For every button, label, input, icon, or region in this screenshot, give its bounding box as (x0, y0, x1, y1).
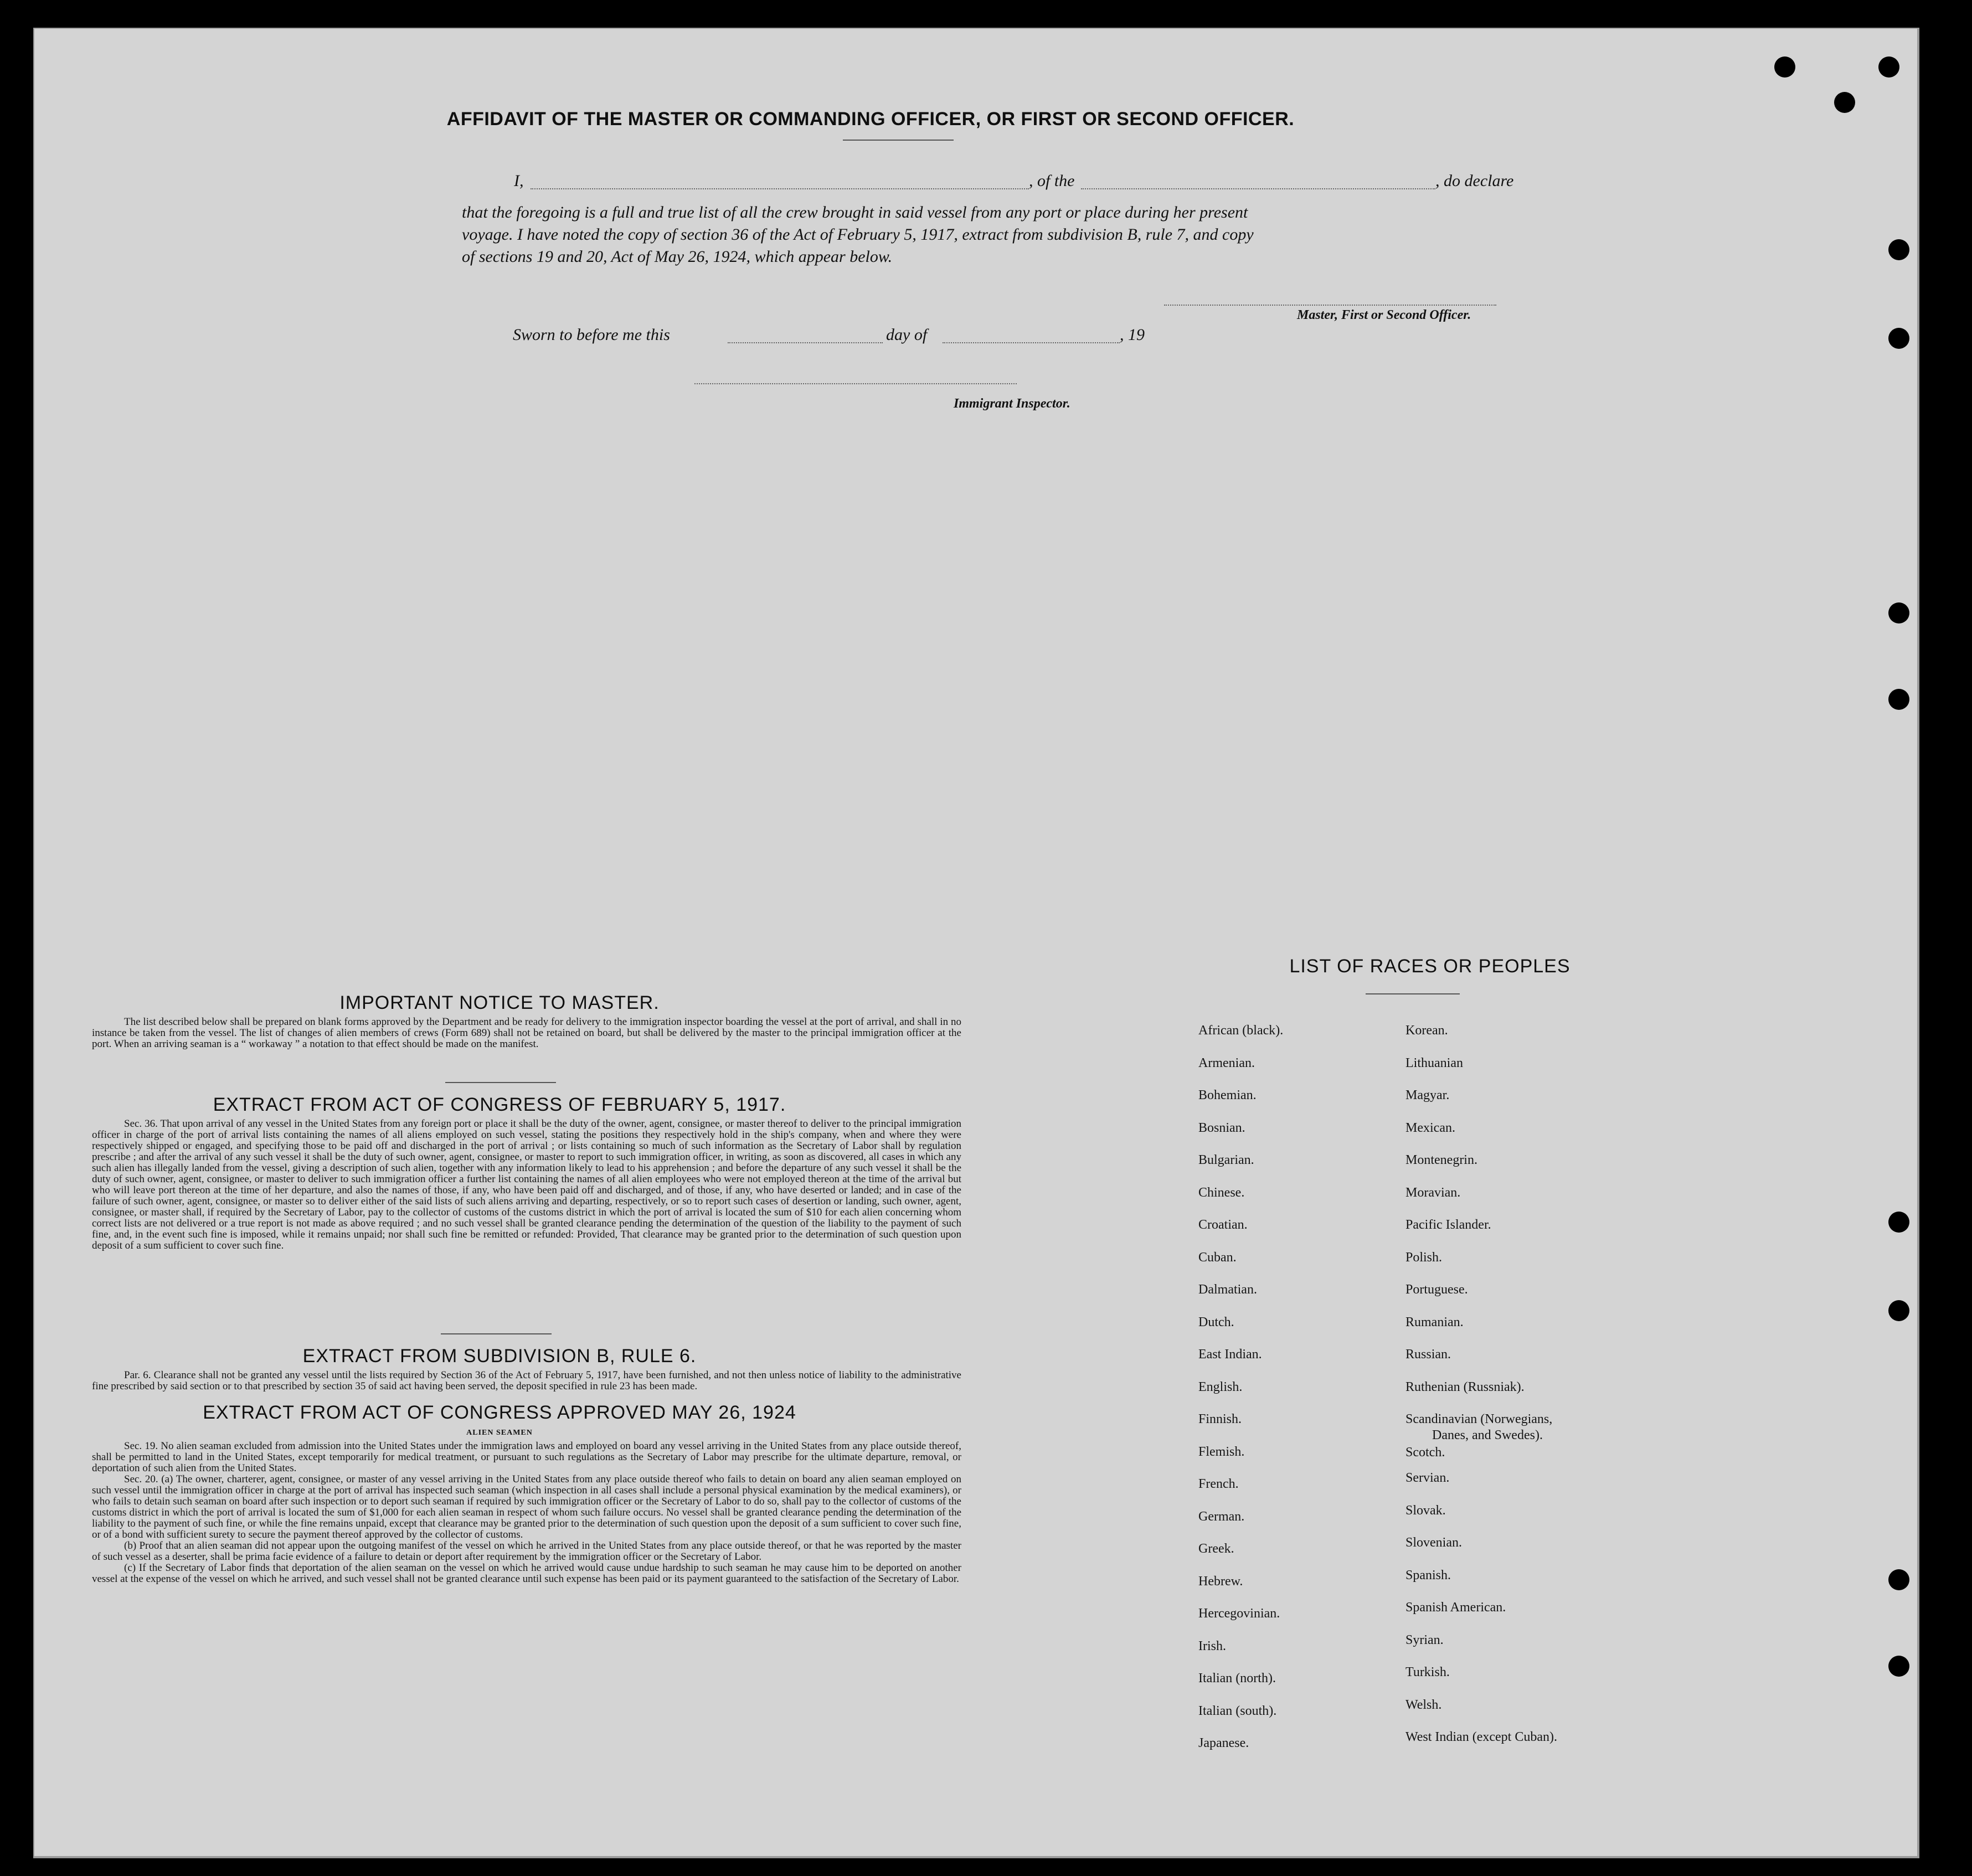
extract-1917-text (92, 1119, 961, 1251)
race-item: Bohemian. (1198, 1088, 1257, 1102)
race-item: English. (1198, 1379, 1243, 1394)
race-item: Armenian. (1198, 1055, 1255, 1070)
master-signature-field[interactable] (1164, 305, 1496, 306)
race-item: Greek. (1198, 1542, 1234, 1556)
race-item: Polish. (1405, 1250, 1443, 1265)
notice-title: IMPORTANT NOTICE TO MASTER. (339, 992, 660, 1013)
race-item: Dalmatian. (1198, 1282, 1257, 1297)
race-item: Bulgarian. (1198, 1153, 1254, 1167)
extract-1924-subtitle: ALIEN SEAMEN (466, 1429, 533, 1437)
inspector-signature-field[interactable] (694, 383, 1017, 384)
punch-hole (1774, 56, 1795, 78)
race-item: Scotch. (1405, 1445, 1445, 1460)
extract-1924-paragraph: Sec. 19. No alien seaman excluded from admission into the United States under the immigration laws and employed on board any vessel arriving in the United States from any place outside thereof, shall be permitted to land in the United States, except temporarily for medical treatment, or pursuant to such regulations as the Secretary of Labor may prescribe for the ultimate departure, removal, or deportation of such alien from the United States. (92, 1440, 961, 1474)
master-signature-label: Master, First or Second Officer. (1297, 308, 1471, 322)
races-divider (1366, 993, 1460, 994)
race-item: Chinese. (1198, 1185, 1245, 1200)
vessel-name-field[interactable] (1081, 188, 1435, 189)
punch-hole (1834, 92, 1855, 113)
punch-hole (1888, 1300, 1909, 1321)
race-item: Scandinavian (Norwegians, (1405, 1412, 1553, 1426)
extract-1917-paragraph: Sec. 36. That upon arrival of any vessel in the United States from any foreign port or place it shall be the duty of the owner, agent, consignee, or master thereof to deliver to the principal immigration officer in charge of the port of arrival lists containing the names of all aliens employed on such vessel, stating the positions they respectively hold in the ship's company, when and where they were respectively shipped or engaged, and specifying those to be paid off and discharged in the port of arrival ; or lists containing so much of such information as the Secretary of Labor shall by regulation prescribe ; and after the arrival of any such vessel it shall be the duty of such owner, agent, consignee, or master to report to such immigration officer, in writing, as soon as discovered, all cases in which any such alien has illegally landed from the vessel, giving a description of such alien, together with any information likely to lead to his apprehension ; and before the departure of any such vessel it shall be the duty of such owner, agent, consignee, or master to deliver to such immigration officer a further list containing the names of all alien employees who were not employed thereon at the time of the arrival but who will leave port thereon at the time of her departure, and also the names of those, if any, who have been paid off and discharged, and of those, if any, who have deserted or landed; and in case of the failure of such owner, agent, consignee, or master so to deliver either of the said lists of such aliens arriving and departing, respectively, or so to report such cases of desertion or landing, such owner, agent, consignee, or master shall, if required by the Secretary of Labor, pay to the collector of customs of the customs district in which the port of arrival is located the sum of $10 for each alien concerning whom correct lists are not delivered or a true report is not made as above required ; and no such vessel shall be granted clearance pending the determination of the question of the liability to the payment of such fine, and, in the event such fine is imposed, while it remains unpaid; nor shall such fine be remitted or refunded: Provided, That clearance may be granted prior to the determination of such question upon deposit of a sum sufficient to cover such fine. (92, 1118, 961, 1251)
race-item: Mexican. (1405, 1120, 1455, 1135)
sworn-day-field[interactable] (728, 342, 883, 343)
race-item: Lithuanian (1405, 1055, 1463, 1070)
race-item: French. (1198, 1477, 1239, 1491)
races-right-column (1405, 1014, 1557, 1754)
notice-paragraph: The list described below shall be prepared on blank forms approved by the Department and be ready for delivery to the immigration inspector boarding the vessel at the port of arrival, and shall in no instance be taken from the vessel. The list of changes of alien members of crews (Form 689) shall not be retained on board, but shall be delivered by the master to the principal immigration officer at the port. When an arriving seaman is a “ workaway ” a notation to that effect should be made on the manifest. (92, 1016, 961, 1050)
affiant-name-field[interactable] (531, 188, 1029, 189)
race-item: Montenegrin. (1405, 1153, 1477, 1167)
race-item: Spanish American. (1405, 1600, 1506, 1615)
of-the-label: , of the (1029, 172, 1075, 190)
extract-1924-paragraph: (b) Proof that an alien seaman did not appear upon the outgoing manifest of the vessel on which he arrived in the United States from any place outside thereof, or that he was reported by the master of such vessel as a deserter, shall be prima facie evidence of a failure to detain or deport after requirement by the immigration officer or the Secretary of Labor. (92, 1540, 961, 1563)
race-item: Finnish. (1198, 1412, 1242, 1426)
race-item: Hercegovinian. (1198, 1606, 1280, 1621)
race-item: Italian (south). (1198, 1703, 1277, 1718)
affiant-label: I, (514, 172, 524, 190)
race-item-continuation: Danes, and Swedes). (1432, 1428, 1543, 1442)
race-item: Cuban. (1198, 1250, 1237, 1265)
section-divider (441, 1333, 552, 1334)
day-of-label: day of (886, 326, 928, 344)
race-item: Italian (north). (1198, 1671, 1276, 1686)
race-item: Spanish. (1405, 1568, 1451, 1583)
race-item: Bosnian. (1198, 1120, 1245, 1135)
year-label: , 19 (1120, 326, 1145, 344)
race-item: German. (1198, 1509, 1245, 1524)
punch-hole (1878, 56, 1899, 78)
races-left-column (1198, 1014, 1283, 1760)
punch-hole (1888, 689, 1909, 710)
extract-1917-title: EXTRACT FROM ACT OF CONGRESS OF FEBRUARY 5, 1917. (213, 1094, 786, 1115)
race-item: African (black). (1198, 1023, 1284, 1038)
do-declare-label: , do declare (1435, 172, 1514, 190)
race-item: Syrian. (1405, 1632, 1444, 1647)
sworn-month-field[interactable] (943, 342, 1120, 343)
race-item: Croatian. (1198, 1218, 1248, 1232)
punch-hole (1888, 239, 1909, 260)
extract-1924-paragraph: Sec. 20. (a) The owner, charterer, agent, consignee, or master of any vessel arriving in the United States from any place outside thereof who fails to detain on board any alien seaman employed on such vessel until the immigration officer in charge at the port of arrival has inspected such seaman (which inspection in all cases shall include a personal physical examination by the medical examiners), or who fails to detain such seaman on board after such inspection or to deport such seaman if required by such immigration officer or the Secretary of Labor to do so, shall pay to the collector of customs of the customs district in which the port of arrival is located the sum of $1,000 for each alien seaman in respect of whom such failure occurs. No vessel shall be granted clearance pending the determination of the liability to the payment of such fine, or while the fine remains unpaid, except that clearance may be granted prior to the determination of such question upon the deposit of a sum sufficient to cover such fine, or of a bond with sufficient surety to secure the payment thereof approved by the collector of customs. (92, 1473, 961, 1540)
punch-hole (1888, 1212, 1909, 1233)
punch-hole (1888, 1656, 1909, 1677)
extract-1924-text (92, 1441, 961, 1585)
punch-hole (1888, 328, 1909, 349)
race-item: Korean. (1405, 1023, 1448, 1038)
extract-rule6-title: EXTRACT FROM SUBDIVISION B, RULE 6. (302, 1346, 697, 1367)
title-divider (843, 140, 954, 141)
declaration-text (462, 202, 1536, 268)
extract-rule6-paragraph: Par. 6. Clearance shall not be granted any vessel until the lists required by Section 36 of the Act of February 5, 1917, have been furnished, and not then unless notice of liability to the administrative fine prescribed by said section or to that prescribed by section 35 of said act having been served, the deposit specified in rule 23 has been made. (92, 1369, 961, 1392)
section-divider (445, 1082, 556, 1083)
notice-text (92, 1017, 961, 1050)
declaration-line: that the foregoing is a full and true list of all the crew brought in said vessel from any port or place during her present (462, 203, 1248, 221)
race-item: East Indian. (1198, 1347, 1262, 1362)
race-item: Dutch. (1198, 1315, 1234, 1329)
inspector-label: Immigrant Inspector. (954, 396, 1070, 411)
race-item: Welsh. (1405, 1697, 1442, 1712)
race-item: Pacific Islander. (1405, 1218, 1491, 1232)
extract-1924-title: EXTRACT FROM ACT OF CONGRESS APPROVED MAY 26, 1924 (203, 1402, 796, 1423)
race-item: Flemish. (1198, 1444, 1245, 1459)
affidavit-title: AFFIDAVIT OF THE MASTER OR COMMANDING OFFICER, OR FIRST OR SECOND OFFICER. (446, 109, 1295, 130)
race-item: Slovak. (1405, 1503, 1446, 1518)
race-item: Hebrew. (1198, 1574, 1243, 1589)
document-page (34, 29, 1917, 1856)
race-item: Moravian. (1405, 1185, 1461, 1200)
race-item: Rumanian. (1405, 1315, 1464, 1329)
sworn-label: Sworn to before me this (513, 326, 670, 344)
race-item: Japanese. (1198, 1736, 1249, 1750)
punch-hole (1888, 1569, 1909, 1590)
race-item: Magyar. (1405, 1088, 1450, 1102)
race-item: Turkish. (1405, 1665, 1450, 1679)
races-title: LIST OF RACES OR PEOPLES (1289, 956, 1571, 977)
race-item: Servian. (1405, 1471, 1450, 1485)
race-item: Portuguese. (1405, 1282, 1468, 1297)
declaration-line: of sections 19 and 20, Act of May 26, 1924, which appear below. (462, 248, 893, 266)
punch-hole (1888, 602, 1909, 623)
declaration-line: voyage. I have noted the copy of section 36 of the Act of February 5, 1917, extract from subdivision B, rule 7, and copy (462, 225, 1254, 244)
race-item: Ruthenian (Russniak). (1405, 1379, 1525, 1394)
extract-rule6-text (92, 1370, 961, 1392)
extract-1924-paragraph: (c) If the Secretary of Labor finds that deportation of the alien seaman on the vessel on which he arrived would cause undue hardship to such seaman he may cause him to be deported on another vessel at the expense of the vessel on which he arrived, and such vessel shall not be granted clearance until such expense has been paid or its payment guaranteed to the satisfaction of the Secretary of Labor. (92, 1562, 961, 1585)
race-item: Slovenian. (1405, 1535, 1462, 1550)
race-item: Irish. (1198, 1638, 1226, 1653)
race-item: Russian. (1405, 1347, 1451, 1362)
race-item: West Indian (except Cuban). (1405, 1730, 1557, 1744)
